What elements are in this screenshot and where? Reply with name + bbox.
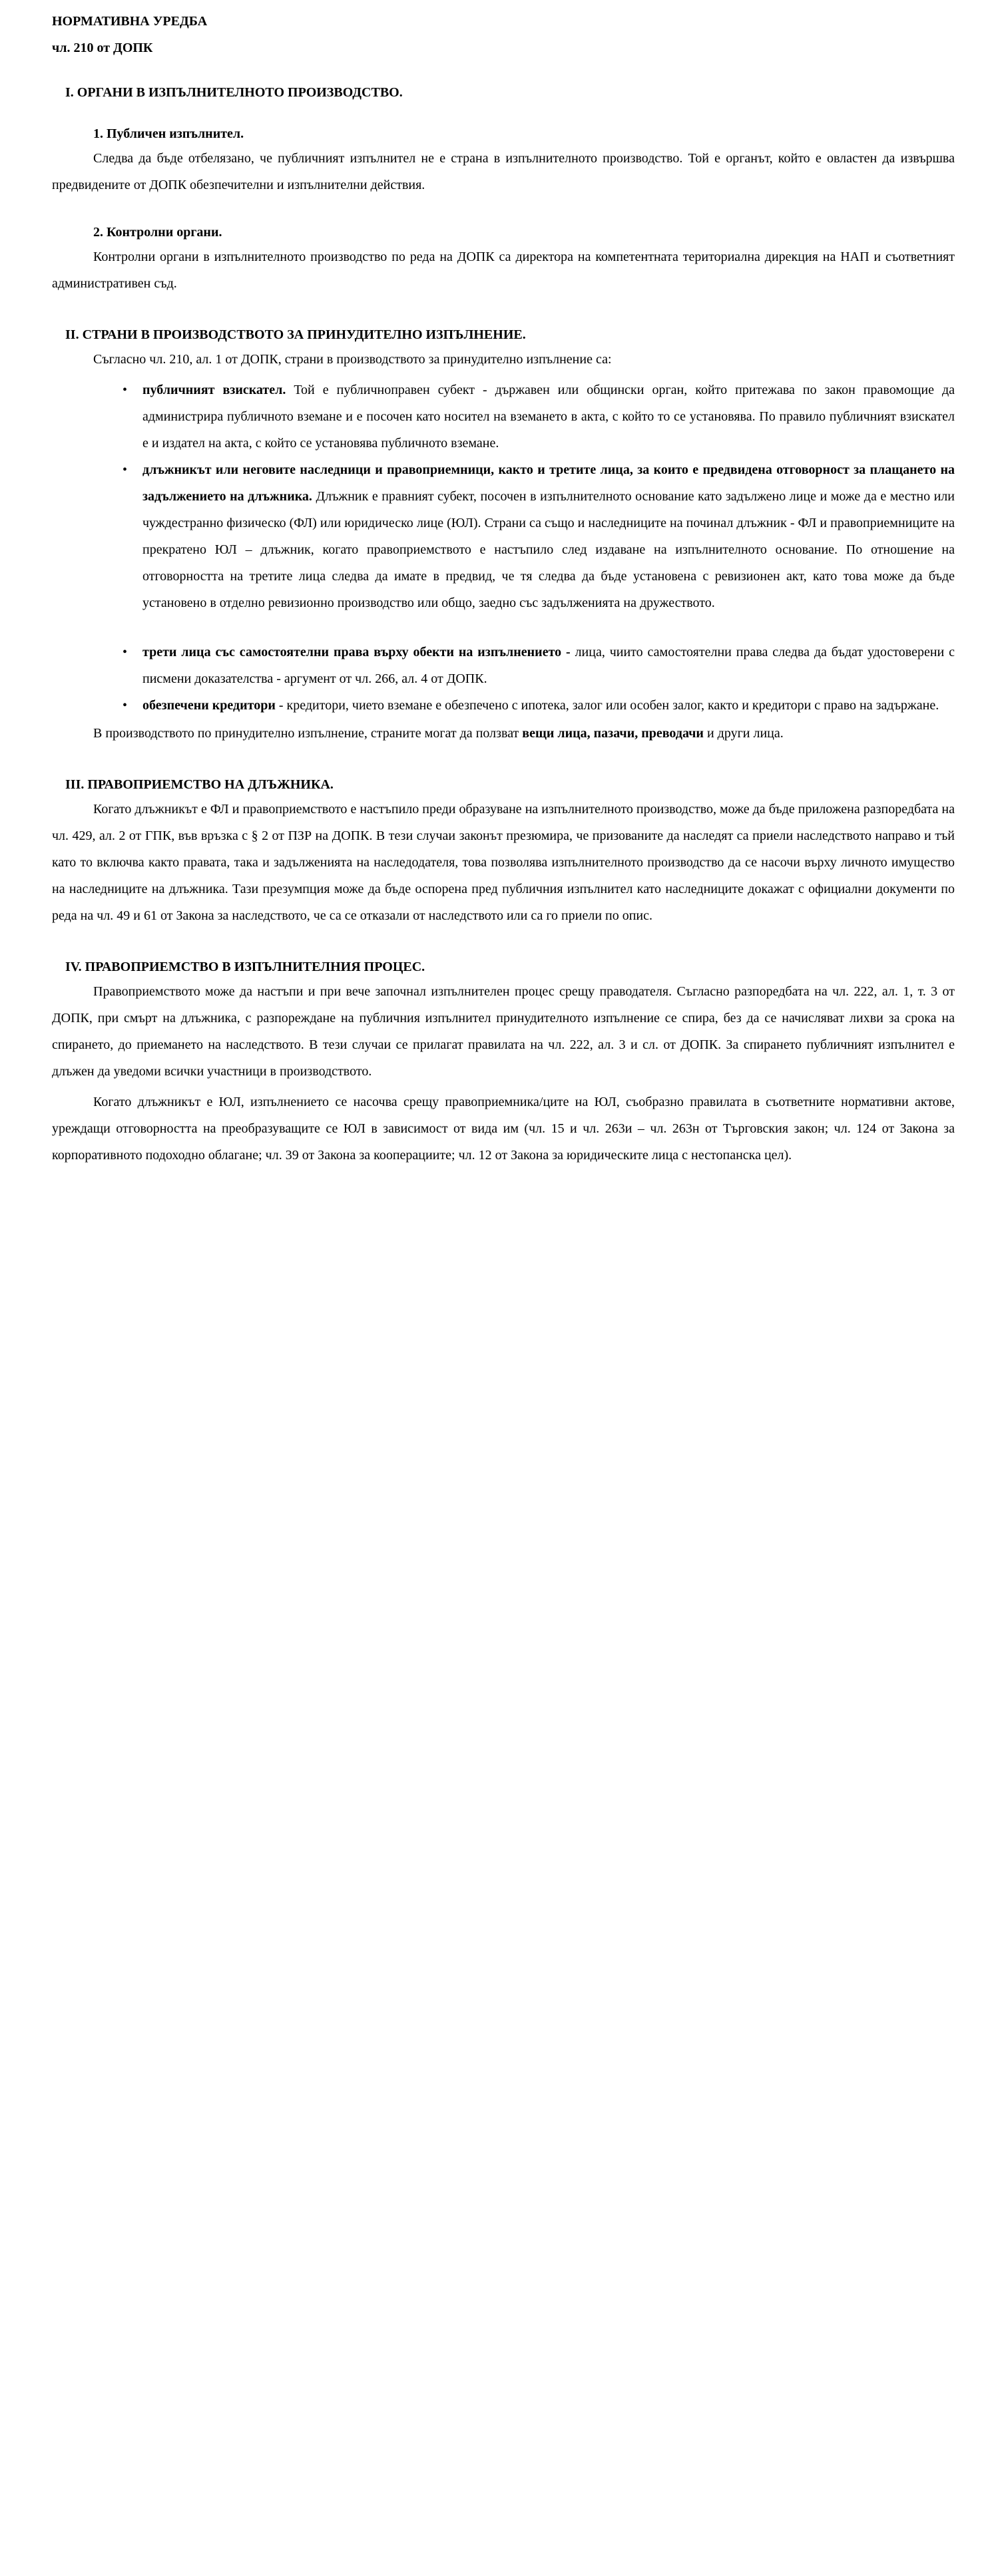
closing-text-part1: В производството по принудително изпълнение, страните могат да ползват: [93, 726, 523, 741]
bullet-icon: •: [123, 645, 128, 659]
paragraph-enforcement-succession-1: Правоприемството може да настъпи и при вече започнал изпълнителен процес срещу праводателя. Съгласно разпоредбата на чл. 222, ал. 1, т. 3 от ДОПК, при смърт на длъжника, с разпореждане на публичния изпълнител принудителното изпълнение се спира, без да се начисляват лихви за срока на спирането, до приемането на наследството. В тези случаи се прилагат правилата на чл. 222, ал. 3 и сл. от ДОПК. За спирането публичният изпълнител е длъжен да уведоми всички участници в производството.: [52, 984, 955, 1079]
list-item: [52, 692, 955, 719]
subheading-control-bodies: 2. Контролни органи.: [93, 225, 222, 240]
bullet-icon: •: [123, 383, 128, 397]
paragraph-debtor-succession: Когато длъжникът е ФЛ и правоприемството е настъпило преди образуване на изпълнителното производство, може да бъде приложена разпоредбата на чл. 429, ал. 2 от ГПК, във връзка с § 2 от ПЗР на ДОПК. В тези случаи законът презюмира, че призованите да наследят са приели наследството направо и тъй като то включва както правата, така и задълженията на наследодателя, това позволява изпълнителното производство да се насочи върху личното имущество на наследниците на длъжника. Тази презумпция може да бъде оспорена пред публичния изпълнител като наследниците докажат с официални документи по реда на чл. 49 и 61 от Закона за наследството, че са се отказали от наследството или са го приели по опис.: [52, 802, 955, 923]
subheading-public-executor: 1. Публичен изпълнител.: [93, 126, 244, 141]
closing-text-part2: и други лица.: [703, 726, 784, 741]
paragraph-enforcement-succession-2: Когато длъжникът е ЮЛ, изпълнението се насочва срещу правоприемника/ците на ЮЛ, съобразно правилата в съответните нормативни актове, уреждащи отговорността на преобразуващите се ЮЛ в зависимост от вида им (чл. 15 и чл. 263и – чл. 263н от Търговския закон; чл. 124 от Закона за корпоративното подоходно облагане; чл. 39 от Закона за кооперациите; чл. 12 от Закона за юридическите лица с нестопанска цел).: [52, 1095, 955, 1163]
list-item: [52, 377, 955, 457]
paragraph-control-bodies: Контролни органи в изпълнителното производство по реда на ДОПК са директора на компетентната териториална дирекция на НАП и съответният административен съд.: [52, 250, 955, 291]
section-heading-iii: III. ПРАВОПРИЕМСТВО НА ДЛЪЖНИКА.: [65, 777, 334, 792]
list-item-lead: трети лица със самостоятелни права върху обекти на изпълнението -: [142, 645, 571, 659]
list-item: [52, 457, 955, 616]
section-heading-i: I. ОРГАНИ В ИЗПЪЛНИТЕЛНОТО ПРОИЗВОДСТВО.: [65, 85, 403, 100]
section-heading-iv: IV. ПРАВОПРИЕМСТВО В ИЗПЪЛНИТЕЛНИЯ ПРОЦЕС.: [65, 960, 425, 974]
list-item-lead: длъжникът или неговите наследници и правоприемници, както и третите лица, за които е предвидена отговорност за плащането на задължението на длъжника.: [142, 462, 955, 504]
document-title: НОРМАТИВНА УРЕДБА: [52, 14, 208, 29]
list-item: [52, 639, 955, 692]
section-heading-ii: II. СТРАНИ В ПРОИЗВОДСТВОТО ЗА ПРИНУДИТЕЛНО ИЗПЪЛНЕНИЕ.: [65, 327, 526, 342]
bullet-icon: •: [123, 462, 128, 477]
paragraph-parties-lead: Съгласно чл. 210, ал. 1 от ДОПК, страни в производството за принудително изпълнение са:: [93, 352, 612, 367]
list-item-text: Той е публичноправен субект - държавен или общински орган, който притежава по закон правомощие да администрира публичното вземане и е посочен като носител на вземането в акта, с който то се установява. По правило публичният взискател е и издател на акта, с който се установява публичното вземане.: [142, 383, 955, 451]
list-item-text: - кредитори, чието вземане е обезпечено с ипотека, залог или особен залог, както и кредитори с право на задържане.: [275, 698, 939, 713]
list-item-lead: обезпечени кредитори: [142, 698, 276, 713]
parties-bullet-list: [52, 377, 955, 719]
paragraph-public-executor: Следва да бъде отбелязано, че публичният изпълнител не е страна в изпълнителното производство. Той е органът, който е овластен да извършва предвидените от ДОПК обезпечителни и изпълнителни действия.: [52, 151, 955, 192]
list-item-lead: публичният взискател.: [142, 383, 286, 397]
paragraph-parties-closing: [52, 720, 955, 747]
bullet-icon: •: [123, 698, 128, 713]
document-subtitle: чл. 210 от ДОПК: [52, 41, 153, 55]
closing-text-bold: вещи лица, пазачи, преводачи: [522, 726, 704, 741]
list-item-text: лица, чиито самостоятелни права следва да бъдат удостоверени с писмени доказателства - аргумент от чл. 266, ал. 4 от ДОПК.: [142, 645, 955, 686]
list-item-text: Длъжник е правният субект, посочен в изпълнителното основание като задължено лице и може да е местно или чуждестранно физическо (ФЛ) или юридическо лице (ЮЛ). Страни са също и наследниците на починал длъжник - ФЛ и правоприемниците на прекратено ЮЛ – длъжник, когато правоприемството е настъпило след издаване на изпълнителното основание. По отношение на отговорността на третите лица следва да имате в предвид, че тя следва да бъде установена с ревизионен акт, като това може да бъде установено в отделно ревизионно производство или общо, заедно със задълженията на дружеството.: [142, 489, 955, 610]
